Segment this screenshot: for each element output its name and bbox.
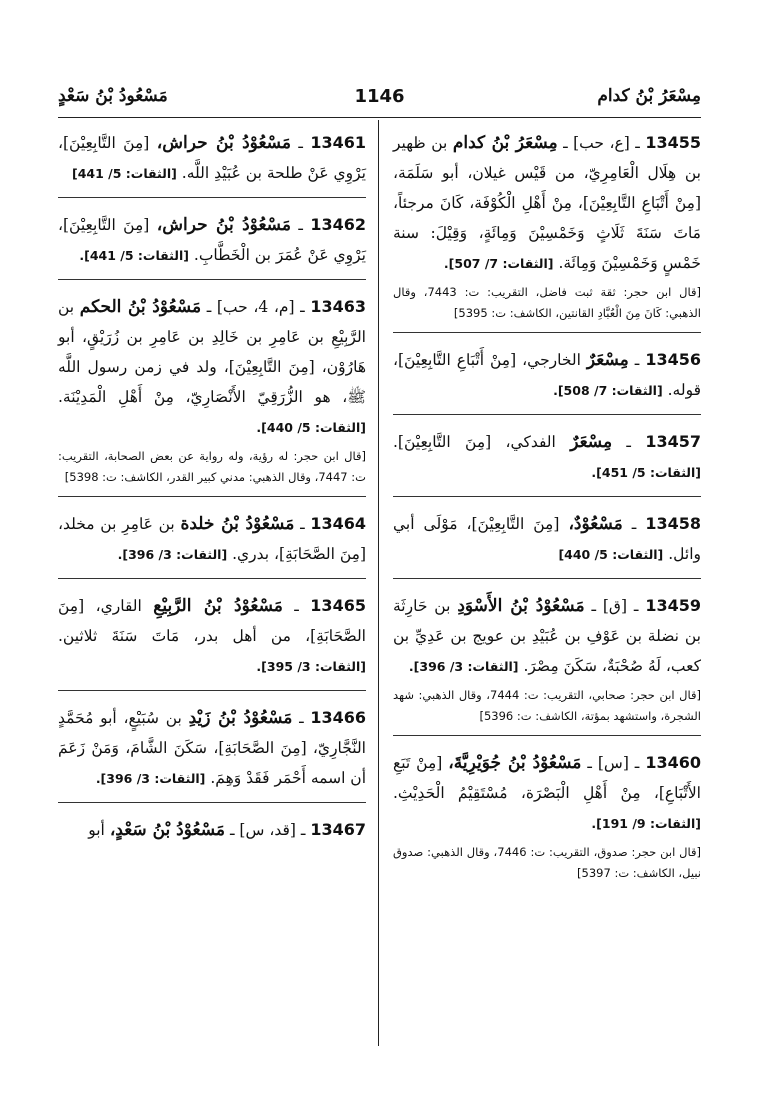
entry-body (393, 427, 701, 488)
entry-sigla: ـ (626, 433, 631, 451)
entry-number: 13466 (310, 708, 366, 727)
entry-text: بن عَامِرِ بن مخلد، [مِنَ الصَّحَابَةِ]، بدري. (58, 515, 366, 563)
entry-number: 13461 (310, 133, 366, 152)
entry (393, 345, 701, 415)
entry-sigla: ـ (634, 351, 640, 369)
entry-sigla: ـ (300, 515, 305, 533)
entry-text: القاري، [مِنَ الصَّحَابَةِ]، من أهل بدر، مَاتَ سَنَةَ ثلاثين. (58, 597, 366, 645)
entry-sigla: ـ [م، 4، حب] ـ (206, 298, 305, 316)
entry-number: 13457 (645, 432, 701, 451)
entry-footnote: [قال ابن حجر: صدوق، التقريب: ت: 7446، وقال الذهبي: صدوق نبيل، الكاشف: ت: 5397] (393, 845, 701, 880)
entry-body (393, 345, 701, 406)
entry-name: مَسْعُوْدُ بْنُ حراش، (156, 133, 291, 153)
entry-sigla: ـ (298, 134, 303, 152)
entry (58, 591, 366, 691)
entry-separator (393, 496, 701, 497)
entry-name: مِسْعَرُ بْنُ كدام (452, 133, 558, 153)
entry-reference: [الثقات: 3/ 396]. (408, 659, 519, 674)
entry-number: 13460 (645, 753, 701, 772)
entry-name: مَسْعُوْدُ بْنُ جُوَيْرِيَّةَ، (448, 753, 582, 773)
entry-reference: [الثقات: 5/ 441]. (79, 248, 189, 263)
entry-separator (393, 735, 701, 736)
entry-name: مَسْعُوْدُ بْنُ الحكم (79, 297, 202, 317)
entry-reference: [الثقات: 3/ 396]. (95, 771, 206, 786)
entry-body (58, 292, 366, 443)
entry-sigla: ـ [ق] ـ (591, 597, 639, 615)
entry-reference: [الثقات: 9/ 191]. (591, 816, 701, 831)
entry-reference: [الثقات: 7/ 507]. (443, 256, 554, 271)
running-header (58, 86, 701, 114)
entry-text: الفدكي، [مِنَ التَّابِعِيْنَ]. (393, 433, 556, 451)
entry-reference: [الثقات: 5/ 440]. (256, 420, 366, 435)
entry-number: 13463 (310, 297, 367, 316)
entry-name: مِسْعَرٌ (586, 350, 629, 370)
entry-text: الخارجي، [مِنْ أَتْبَاعِ التَّابِعِيْنَ]، قوله. (393, 351, 701, 399)
entry (393, 427, 701, 497)
entry-separator (58, 197, 366, 198)
entry-number: 13464 (310, 514, 366, 533)
entry-sigla: ـ (299, 709, 304, 727)
entry-text: بن ظهير بن هِلَال الْعَامِرِيّ، من قَيْس غيلان، أبو سَلَمَة، [مِنْ أَتْبَاعِ التَّابِعِيْنَ]، مِنْ أَهْلِ الْكُوْفَة، كَانَ مرجئاً، مَاتَ سَنَةَ ثَلَاثٍ وَخَمْسِيْنَ وَمِائَةٍ، وَقِيْلَ: سنة خَمْسٍ وَخَمْسِيْنَ وَمِائَة. (393, 134, 701, 272)
entry-sigla: ـ (631, 515, 637, 533)
entry-reference: [الثقات: 3/ 396]. (117, 547, 228, 562)
entry-body (393, 591, 701, 682)
entry-text: بن الرَّبِيْعِ بن عَامِرِ بن خَالِدِ بن عَامِرِ بن زُرَيْقٍ، أبو هَارُوْن، [مِنَ التَّابِعِيْنَ]، ولد في زمن رسول اللَّه ﷺ، هو الزُّرَقِيّ الأَنْصَارِيّ، مِنْ أَهْلِ الْمَدِيْنَة. (58, 298, 366, 406)
entry-body (393, 748, 701, 839)
entry-separator (58, 496, 366, 497)
entry-separator (58, 578, 366, 579)
entry-number: 13455 (645, 133, 701, 152)
entry-name: مَسْعُوْدُ بْنُ حراش، (156, 215, 291, 235)
entry-name: مَسْعُوْدُ بْنُ الرَّبِيْعِ (153, 596, 283, 616)
entry-sigla: ـ [ع، حب] ـ (563, 134, 640, 152)
entry-body (58, 128, 366, 189)
entry-body (58, 703, 366, 794)
entry-text: [مِنَ التَّابِعِيْنَ]، يَرْوِي عَنْ عُمَرَ بن الْخَطَّابِ. (58, 216, 366, 264)
column-divider (378, 120, 379, 1046)
entry-body (58, 815, 366, 845)
entry-reference: [الثقات: 5/ 441] (72, 166, 177, 181)
entry (58, 509, 366, 579)
entry-body (393, 509, 701, 570)
entry (393, 509, 701, 579)
entry-name: مَسْعُوْدُ بْنُ زَيْدِ (188, 708, 293, 728)
entry-sigla: ـ (298, 216, 303, 234)
entry-sigla: ـ [س] ـ (587, 754, 640, 772)
entry-separator (58, 802, 366, 803)
entry-number: 13467 (310, 820, 366, 839)
header-left-title: مَسْعُودُ بْنُ سَعْدٍ (58, 86, 168, 106)
entry-text: أبو (88, 821, 105, 839)
entry-reference: [الثقات: 5/ 440] (558, 547, 664, 562)
entry-number: 13458 (645, 514, 701, 533)
entry-reference: [الثقات: 5/ 451]. (591, 465, 701, 480)
entry-footnote: [قال ابن حجر: صحابي، التقريب: ت: 7444، وقال الذهبي: شهد الشجرة، واستشهد بمؤتة، الكاشف: ت: 5396] (393, 688, 701, 723)
entry-text: [مِنَ التَّابِعِيْنَ]، مَوْلَى أبي وائل. (393, 515, 701, 563)
entry (58, 210, 366, 280)
entry (393, 748, 701, 884)
entry-body (58, 210, 366, 271)
entry (393, 128, 701, 333)
entry-number: 13456 (645, 350, 701, 369)
entry-text: بن سُبَيْعٍ، أبو مُحَمَّدٍ النَّجَّارِيّ، [مِنَ الصَّحَابَةِ]، سَكَنَ الشَّامَ، وَمَنْ زَعَمَ أن اسمه أَحْمَر فَقَدْ وَهِمَ. (58, 709, 366, 787)
entry-number: 13459 (645, 596, 701, 615)
entry-reference: [الثقات: 3/ 395]. (256, 659, 366, 674)
entry-number: 13465 (310, 596, 366, 615)
entry-name: مَسْعُوْدُ بْنُ الأَسْوَدِ (457, 596, 585, 616)
page-number: 1146 (354, 86, 405, 107)
entry-sigla: ـ [قد، س] ـ (229, 821, 306, 839)
entry-text: [مِنْ تَبَعِ الأَتْبَاعِ]، مِنْ أَهْلِ الْبَصْرَة، مُسْتَقِيْمُ الْحَدِيْثِ. (393, 754, 701, 802)
entry-body (58, 509, 366, 570)
entry-text: [مِنَ التَّابِعِيْنَ]، يَرْوِي عَنْ طلحة بن عُبَيْدِ اللَّه. (58, 134, 366, 182)
entry-separator (58, 690, 366, 691)
entry-text: بن حَارِثَة بن نضلة بن عَوْفِ بن عُبَيْدِ بن عويج بن عَدِيِّ بن كعب، لَهُ صُحْبَةٌ، سَكَنَ مِصْرَ. (393, 597, 701, 675)
left-column (58, 128, 366, 856)
entry-sigla: ـ (294, 597, 299, 615)
entry-number: 13462 (310, 215, 366, 234)
entry (58, 292, 366, 497)
entry-reference: [الثقات: 7/ 508]. (553, 383, 663, 398)
header-right-title: مِسْعَرُ بْنُ كدام (597, 86, 701, 106)
entry (58, 128, 366, 198)
entry (58, 703, 366, 803)
entry-name: مِسْعَرٌ (570, 432, 613, 452)
entry-separator (393, 332, 701, 333)
entry-body (393, 128, 701, 279)
entry-footnote: [قال ابن حجر: ثقة ثبت فاضل، التقريب: ت: 7443، وقال الذهبي: كَانَ مِنَ الْعُبَّادِ القانتين، الكاشف: ت: 5395] (393, 285, 701, 320)
entry-separator (393, 578, 701, 579)
entry-body (58, 591, 366, 682)
entry-name: مَسْعُوْدٌ، (568, 514, 623, 534)
header-rule (58, 117, 701, 118)
entry-separator (58, 279, 366, 280)
entry-footnote: [قال ابن حجر: له رؤية، وله رواية عن بعض الصحابة، التقريب: ت: 7447، وقال الذهبي: مدني كبير القدر، الكاشف: ت: 5398] (58, 449, 366, 484)
entry-name: مَسْعُوْدُ بْنُ سَعْدٍ، (109, 820, 226, 840)
entry (393, 591, 701, 736)
entry (58, 815, 366, 845)
entry-name: مَسْعُوْدُ بْنُ خلدة (180, 514, 295, 534)
entry-separator (393, 414, 701, 415)
right-column (393, 128, 701, 895)
